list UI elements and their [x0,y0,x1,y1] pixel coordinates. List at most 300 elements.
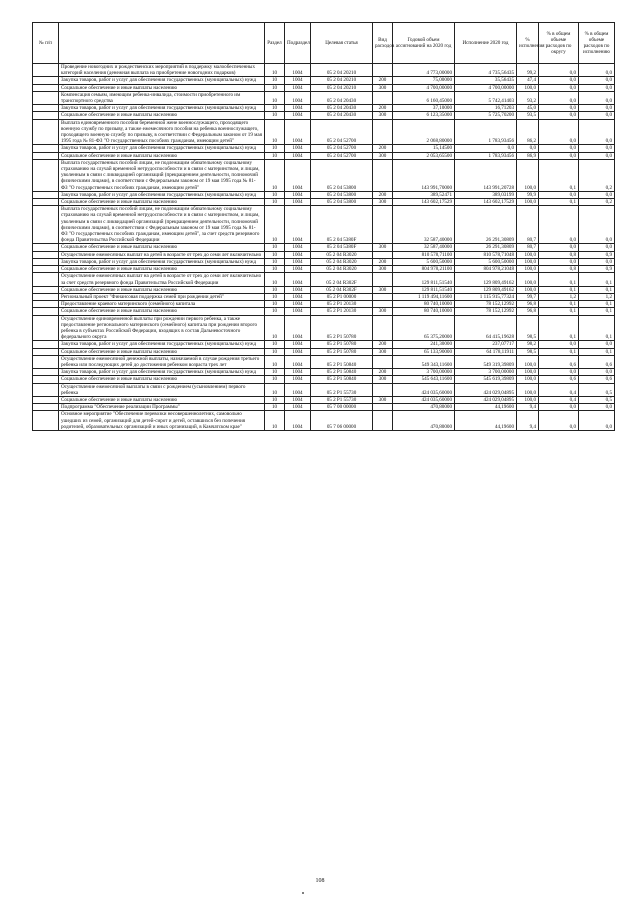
row-name: Подпрограмма "Обеспечение реализации Программы" [59,404,265,411]
row-name: Компенсация семьям, имеющим ребенка-инвалида, стоимости приобретенного им транспортного средства [59,91,265,104]
row-exec: 64 178,11911 [455,348,517,355]
row-section: 10 [265,112,285,119]
row-name: Закупка товаров, работ и услуг для обеспечения государственных (муниципальных) нужд [59,369,265,376]
row-share-exec: 0,0 [579,404,615,411]
row-num [33,191,59,198]
row-share-exp: 0,1 [539,286,579,293]
row-pct: 99,7 [517,293,539,300]
row-share-exec: 0,9 [579,266,615,273]
row-expense-type: 200 [373,258,393,265]
row-share-exec: 0,6 [579,376,615,383]
table-row [33,315,615,341]
row-section: 10 [265,369,285,376]
row-name: Социальное обеспечение и иные выплаты населению [59,286,265,293]
row-num [33,112,59,119]
row-share-exec: 0,1 [579,315,615,341]
row-pct: 100,0 [517,376,539,383]
table-body [33,64,615,431]
row-expense-type [373,64,393,77]
row-subsection: 1004 [285,404,311,411]
row-expense-type [373,355,393,368]
row-share-exec: 0,1 [579,286,615,293]
row-num [33,355,59,368]
row-pct: 96,8 [517,301,539,308]
table-row [33,273,615,286]
row-exec: 64 415,19628 [455,315,517,341]
row-share-exp: 0,0 [539,105,579,112]
row-plan: 4 773,00000 [393,64,455,77]
row-expense-type: 200 [373,77,393,84]
row-exec: 5 600,50000 [455,258,517,265]
row-num [33,293,59,300]
row-exec: 1 783,93456 [455,152,517,159]
row-section: 10 [265,244,285,251]
row-exec: 1 783,93456 [455,119,517,145]
row-num [33,64,59,77]
row-pct: 100,0 [517,355,539,368]
row-exec: 129 809,49162 [455,273,517,286]
table-row [33,308,615,315]
row-exec: 1 115 915,77324 [455,293,517,300]
row-subsection: 1004 [285,199,311,206]
row-subsection: 1004 [285,396,311,403]
row-exec: 0,0 [455,145,517,152]
row-share-exec: 0,0 [579,152,615,159]
row-section: 10 [265,64,285,77]
row-plan: 37,10000 [393,105,455,112]
row-plan: 2 053,65500 [393,152,455,159]
row-subsection: 1004 [285,293,311,300]
row-share-exp: 0,4 [539,383,579,396]
header-section: Раздел [265,23,285,64]
table-row [33,84,615,91]
row-num [33,404,59,411]
row-target: 05 2 P1 50780 [311,341,373,348]
table-row [33,244,615,251]
row-num [33,199,59,206]
row-section: 10 [265,308,285,315]
row-target: 05 2 P1 20130 [311,308,373,315]
row-expense-type [373,251,393,258]
row-section: 10 [265,286,285,293]
row-expense-type: 200 [373,145,393,152]
row-subsection: 1004 [285,244,311,251]
row-name: Осуществление ежемесячной денежной выплаты, назначаемой в случае рождения третьего ребенка или последующих детей до достижения ребенком возраста трех лет [59,355,265,368]
row-pct: 100,0 [517,273,539,286]
row-plan: 5 600,50000 [393,258,455,265]
row-share-exp: 0,0 [539,145,579,152]
row-share-exec: 0,0 [579,369,615,376]
header-subsection: Подраздел [285,23,311,64]
row-name: Закупка товаров, работ и услуг для обеспечения государственных (муниципальных) нужд [59,77,265,84]
row-subsection: 1004 [285,64,311,77]
row-expense-type: 300 [373,396,393,403]
row-expense-type [373,404,393,411]
row-share-exec: 0,5 [579,383,615,396]
table-row [33,64,615,77]
row-num [33,105,59,112]
table-row [33,251,615,258]
row-share-exp: 0,4 [539,396,579,403]
row-expense-type: 300 [373,286,393,293]
row-target: 05 2 04 R3020 [311,266,373,273]
row-subsection: 1004 [285,91,311,104]
row-name: Закупка товаров, работ и услуг для обеспечения государственных (муниципальных) нужд [59,145,265,152]
row-num [33,286,59,293]
row-share-exec: 0,0 [579,77,615,84]
row-subsection: 1004 [285,355,311,368]
row-target: 05 2 04 20430 [311,91,373,104]
row-target: 05 2 04 52700 [311,152,373,159]
row-plan: 65 133,90000 [393,348,455,355]
row-target: 05 2 P1 50780 [311,348,373,355]
row-pct: 9,4 [517,411,539,431]
row-num [33,266,59,273]
row-pct: 86,9 [517,152,539,159]
row-plan: 80 740,10000 [393,308,455,315]
row-pct: 100,0 [517,383,539,396]
row-share-exp: 0,0 [539,411,579,431]
row-expense-type [373,411,393,431]
header-pct: % исполнения [517,23,539,64]
row-plan: 389,52471 [393,191,455,198]
row-pct: 80,7 [517,206,539,244]
row-share-exp: 0,8 [539,266,579,273]
table-row [33,266,615,273]
row-num [33,383,59,396]
row-name: Выплата единовременного пособия беременной жене военнослужащего, проходящего военную службу по призыву, а также ежемесячного пособия на ребенка военнослужащего, проходящего военную службу по призыву, в соответствии с Федеральным законом от 19 мая 1995 года № 81-ФЗ "О государственных пособиях гражданам, имеющим детей" [59,119,265,145]
row-subsection: 1004 [285,119,311,145]
row-name: Предоставление краевого материнского (семейного) капитала [59,301,265,308]
row-section: 10 [265,159,285,191]
row-share-exp: 0,0 [539,258,579,265]
row-section: 10 [265,84,285,91]
row-name: Осуществление ежемесячных выплат на детей в возрасте от трех до семи лет включительно [59,251,265,258]
header-num: № п/п [33,23,59,64]
row-share-exec: 0,1 [579,301,615,308]
row-expense-type [373,119,393,145]
row-share-exp: 0,0 [539,119,579,145]
row-pct: 100,0 [517,251,539,258]
row-pct: 93,5 [517,112,539,119]
row-target: 05 2 04 R302F [311,273,373,286]
row-expense-type [373,293,393,300]
row-num [33,348,59,355]
row-pct: 47,4 [517,77,539,84]
row-target: 05 2 04 20210 [311,77,373,84]
row-exec: 4 700,00000 [455,84,517,91]
row-name: Осуществление ежемесячных выплат на детей в возрасте от трех до семи лет включительно за счет средств резервного фонда Правительства Российской Федерации [59,273,265,286]
row-name: Социальное обеспечение и иные выплаты населению [59,376,265,383]
row-share-exec: 0,0 [579,64,615,77]
row-plan: 15,14500 [393,145,455,152]
table-row [33,286,615,293]
row-plan: 424 035,60000 [393,383,455,396]
row-pct: 100,0 [517,84,539,91]
row-share-exp: 0,0 [539,404,579,411]
row-section: 10 [265,301,285,308]
row-expense-type [373,315,393,341]
header-exec: Исполнение 2020 год [455,23,517,64]
row-share-exp: 0,0 [539,244,579,251]
header-row [33,23,615,64]
row-expense-type: 200 [373,341,393,348]
row-exec: 424 029,04895 [455,383,517,396]
row-section: 10 [265,77,285,84]
row-pct: 100,0 [517,396,539,403]
row-exec: 26 291,30809 [455,244,517,251]
row-share-exp: 0,1 [539,199,579,206]
row-subsection: 1004 [285,273,311,286]
row-expense-type: 300 [373,376,393,383]
row-section: 10 [265,91,285,104]
dot-mark [302,892,304,894]
table-row [33,112,615,119]
row-exec: 44,19600 [455,411,517,431]
row-target: 05 2 04 R302F [311,286,373,293]
row-exec: 3 700,00000 [455,369,517,376]
row-target: 05 2 P1 50840 [311,355,373,368]
row-num [33,341,59,348]
row-section: 10 [265,206,285,244]
row-plan: 6 160,45000 [393,91,455,104]
row-pct: 98,5 [517,348,539,355]
table-row [33,159,615,191]
row-plan: 129 811,51540 [393,273,455,286]
row-pct: 100,0 [517,266,539,273]
row-num [33,376,59,383]
header-plan: Годовой объем ассигнований на 2020 год [393,23,455,64]
budget-table [32,22,615,431]
row-pct: 100,0 [517,286,539,293]
table-row [33,341,615,348]
row-target: 05 2 04 20210 [311,64,373,77]
row-target: 05 2 04 R3020 [311,258,373,265]
row-exec: 26 291,30809 [455,206,517,244]
row-num [33,91,59,104]
row-exec: 237,07717 [455,341,517,348]
row-exec: 549 319,39809 [455,355,517,368]
row-plan: 32 587,40000 [393,244,455,251]
row-subsection: 1004 [285,251,311,258]
table-row [33,191,615,198]
row-subsection: 1004 [285,308,311,315]
row-share-exp: 0,0 [539,369,579,376]
row-section: 10 [265,191,285,198]
row-expense-type: 200 [373,191,393,198]
table-row [33,355,615,368]
row-section: 10 [265,199,285,206]
row-share-exec: 0,6 [579,355,615,368]
row-share-exec: 1,2 [579,293,615,300]
row-share-exec: 0,5 [579,396,615,403]
row-section: 10 [265,105,285,112]
row-exec: 44,19600 [455,404,517,411]
row-num [33,77,59,84]
row-exec: 4 735,56435 [455,64,517,77]
row-expense-type: 300 [373,112,393,119]
row-exec: 5 742,41403 [455,91,517,104]
row-share-exp: 0,0 [539,112,579,119]
row-exec: 143 602,17529 [455,199,517,206]
row-expense-type [373,383,393,396]
row-subsection: 1004 [285,369,311,376]
row-section: 10 [265,411,285,431]
row-name: Социальное обеспечение и иные выплаты населению [59,152,265,159]
row-name: Осуществление единовременной выплаты при рождении первого ребенка, а также предоставление регионального материнского (семейного) капитала при рождении второго ребенка в субъектах Российской Федерации, входящих в состав Дальневосточного федерального округа [59,315,265,341]
row-expense-type [373,273,393,286]
row-exec: 16,71203 [455,105,517,112]
table-row [33,77,615,84]
table-row [33,119,615,145]
row-section: 10 [265,266,285,273]
row-exec: 35,56435 [455,77,517,84]
row-name: Социальное обеспечение и иные выплаты населению [59,244,265,251]
row-target: 05 2 P1 55730 [311,383,373,396]
row-section: 10 [265,383,285,396]
row-name: Выплата государственных пособий лицам, не подлежащим обязательному социальному страхованию на случай временной нетрудоспособности и в связи с материнством, и лицам, уволенным в связи с ликвидацией организаций (прекращением деятельности, полномочий физическими лицами), в соответствии с Федеральным законом от 19 мая 1995 года № 81-ФЗ "О государственных пособиях гражданам, имеющим детей" [59,159,265,191]
row-pct: 9,4 [517,404,539,411]
row-target: 05 2 04 5380F [311,206,373,244]
row-share-exec: 0,0 [579,258,615,265]
row-num [33,119,59,145]
row-share-exp: 0,0 [539,191,579,198]
row-subsection: 1004 [285,286,311,293]
row-section: 10 [265,348,285,355]
row-plan: 810 578,71100 [393,251,455,258]
row-plan: 549 343,11600 [393,355,455,368]
row-subsection: 1004 [285,348,311,355]
row-expense-type: 300 [373,308,393,315]
row-target: 05 7 06 00000 [311,411,373,431]
row-target: 05 2 P1 20130 [311,301,373,308]
row-share-exec: 0,0 [579,411,615,431]
table-row [33,376,615,383]
row-share-exec: 0,0 [579,112,615,119]
row-plan: 4 700,00000 [393,84,455,91]
row-num [33,206,59,244]
row-section: 10 [265,119,285,145]
row-name: Социальное обеспечение и иные выплаты населению [59,396,265,403]
row-share-exp: 0,1 [539,308,579,315]
row-subsection: 1004 [285,383,311,396]
row-share-exp: 0,0 [539,64,579,77]
table-row [33,369,615,376]
row-name: Социальное обеспечение и иные выплаты населению [59,112,265,119]
row-name: Социальное обеспечение и иные выплаты населению [59,308,265,315]
row-expense-type: 300 [373,266,393,273]
row-share-exp: 0,1 [539,273,579,286]
row-pct: 93,2 [517,91,539,104]
row-name: Выплата государственных пособий лицам, не подлежащим обязательному социальному страхованию на случай временной нетрудоспособности и в связи с материнством, и лицам, уволенным в связи с ликвидацией организаций (прекращением деятельности, полномочий физическими лицами), в соответствии с Федеральным законом от 19 мая 1995 года № 81-ФЗ "О государственных пособиях гражданам, имеющим детей", за счет средств резервного фонда Правительства Российской Федерации [59,206,265,244]
row-plan: 470,80000 [393,411,455,431]
row-section: 10 [265,396,285,403]
row-name: Проведение новогодних и рождественских мероприятий в поддержку малообеспеченных категорий населения (денежная выплата на приобретение новогодних подарков) [59,64,265,77]
table-row [33,383,615,396]
row-expense-type [373,91,393,104]
row-share-exec: 0,0 [579,341,615,348]
row-share-exec: 0,9 [579,251,615,258]
row-name: Основное мероприятие "Обеспечение перевозки несовершеннолетних, самовольно ушедших из семей, организаций для детей-сирот и детей, оставшихся без попечения родителей, образовательных организаций и иных организаций, в Камчатском крае" [59,411,265,431]
row-share-exec: 0,0 [579,191,615,198]
row-share-exec: 0,0 [579,244,615,251]
row-subsection: 1004 [285,376,311,383]
table-row [33,152,615,159]
row-expense-type: 300 [373,84,393,91]
row-plan: 129 811,51540 [393,286,455,293]
row-share-exec: 0,1 [579,273,615,286]
row-section: 10 [265,258,285,265]
row-subsection: 1004 [285,206,311,244]
row-pct: 0,0 [517,145,539,152]
row-num [33,301,59,308]
row-section: 10 [265,355,285,368]
row-name: Социальное обеспечение и иные выплаты населению [59,266,265,273]
table-row [33,258,615,265]
row-exec: 810 578,71048 [455,251,517,258]
row-name: Закупка товаров, работ и услуг для обеспечения государственных (муниципальных) нужд [59,191,265,198]
row-expense-type [373,159,393,191]
budget-table-sheet [32,22,614,431]
row-plan: 32 587,40000 [393,206,455,244]
row-share-exec: 0,2 [579,199,615,206]
row-pct: 80,7 [517,244,539,251]
row-num [33,411,59,431]
row-target: 05 2 04 20430 [311,105,373,112]
row-target: 05 2 P1 50840 [311,369,373,376]
row-section: 10 [265,152,285,159]
row-name: Закупка товаров, работ и услуг для обеспечения государственных (муниципальных) нужд [59,341,265,348]
row-share-exec: 0,1 [579,308,615,315]
row-share-exp: 0,6 [539,355,579,368]
row-exec: 424 029,04895 [455,396,517,403]
row-share-exec: 0,0 [579,91,615,104]
row-plan: 65 375,20000 [393,315,455,341]
row-plan: 80 740,10000 [393,301,455,308]
row-expense-type [373,206,393,244]
row-pct: 99,9 [517,191,539,198]
row-num [33,273,59,286]
row-pct: 99,2 [517,64,539,77]
row-exec: 5 725,70200 [455,112,517,119]
row-section: 10 [265,145,285,152]
table-row [33,396,615,403]
row-share-exp: 0,1 [539,348,579,355]
row-share-exec: 0,0 [579,145,615,152]
row-num [33,152,59,159]
table-row [33,301,615,308]
row-expense-type: 200 [373,369,393,376]
row-num [33,308,59,315]
row-section: 10 [265,251,285,258]
row-plan: 143 991,70000 [393,159,455,191]
row-share-exec: 0,0 [579,206,615,244]
row-plan: 2 068,80000 [393,119,455,145]
row-pct: 100,0 [517,369,539,376]
row-subsection: 1004 [285,191,311,198]
row-pct: 98,5 [517,315,539,341]
row-subsection: 1004 [285,77,311,84]
table-row [33,293,615,300]
row-exec: 78 152,12992 [455,308,517,315]
header-expense-type: Вид расходов [373,23,393,64]
row-plan: 804 978,21100 [393,266,455,273]
row-plan: 1 119 494,11600 [393,293,455,300]
row-pct: 45,0 [517,105,539,112]
page-number: 108 [315,878,325,884]
row-exec: 545 619,39809 [455,376,517,383]
row-name: Социальное обеспечение и иные выплаты населению [59,84,265,91]
